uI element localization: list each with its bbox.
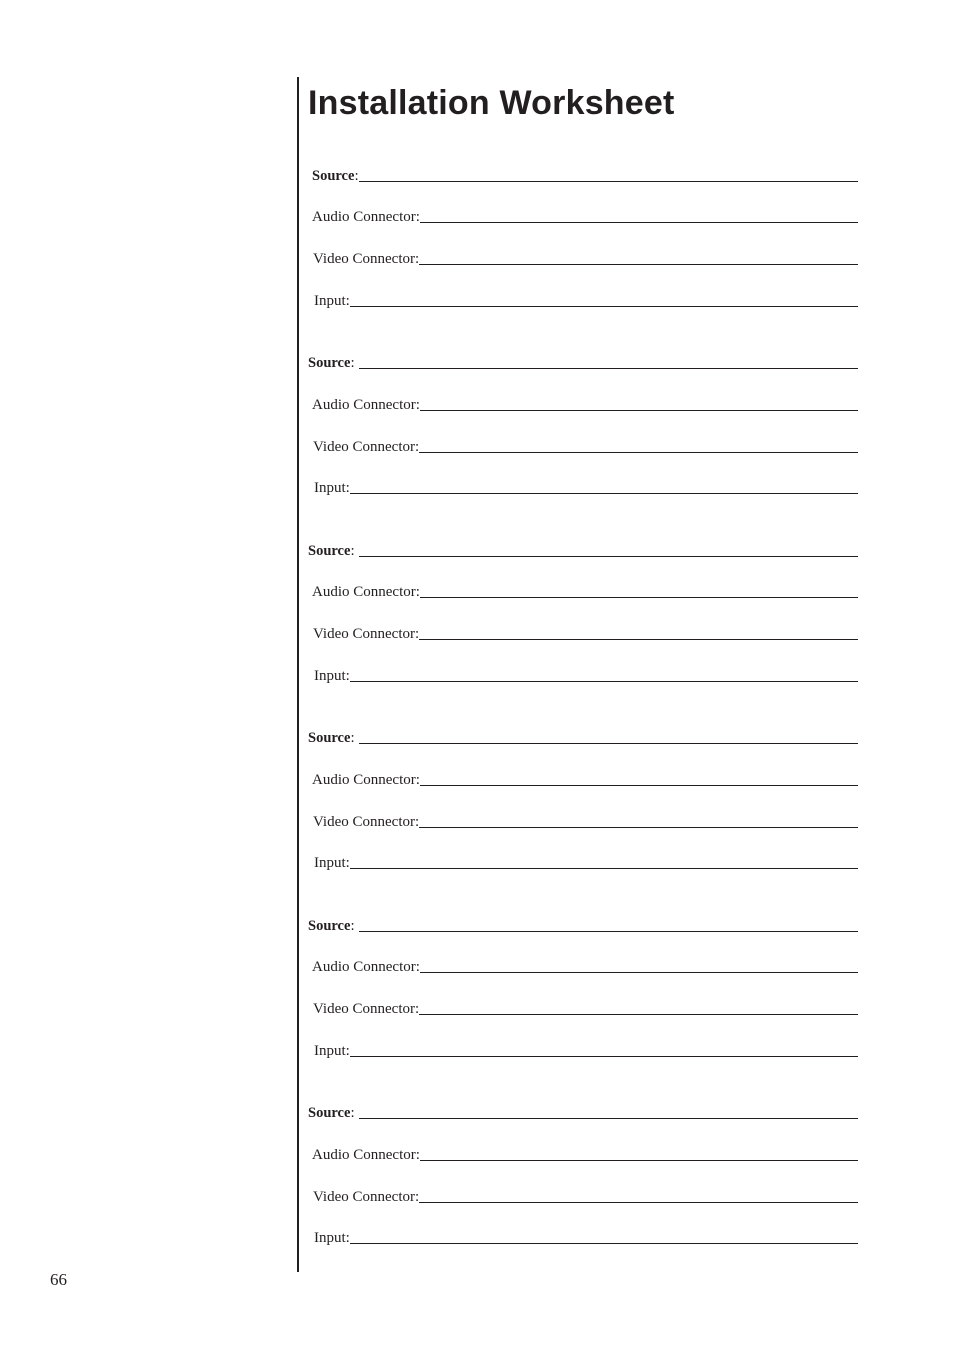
audio-connector-field-3[interactable] bbox=[312, 583, 858, 601]
source-field-4[interactable] bbox=[308, 729, 858, 747]
audio-connector-line bbox=[420, 597, 858, 598]
audio-connector-field-2[interactable] bbox=[312, 396, 858, 414]
source-line bbox=[359, 181, 858, 182]
source-colon: : bbox=[350, 355, 355, 371]
source-label: Source bbox=[312, 168, 355, 184]
source-line bbox=[359, 743, 858, 744]
input-label: Input: bbox=[314, 480, 350, 496]
video-connector-label: Video Connector: bbox=[313, 251, 420, 267]
input-field-2[interactable] bbox=[314, 479, 858, 497]
video-connector-field-1[interactable] bbox=[313, 250, 858, 268]
video-connector-line bbox=[419, 827, 858, 828]
source-label: Source bbox=[308, 730, 351, 746]
input-line bbox=[350, 681, 858, 682]
video-connector-field-6[interactable] bbox=[313, 1188, 858, 1206]
video-connector-line bbox=[419, 1014, 858, 1015]
audio-connector-field-4[interactable] bbox=[312, 771, 858, 789]
input-field-4[interactable] bbox=[314, 854, 858, 872]
input-label: Input: bbox=[314, 855, 350, 871]
audio-connector-label: Audio Connector: bbox=[312, 397, 420, 413]
input-line bbox=[350, 1056, 858, 1057]
page-title: Installation Worksheet bbox=[308, 84, 675, 122]
source-field-3[interactable] bbox=[308, 542, 858, 560]
audio-connector-field-5[interactable] bbox=[312, 958, 858, 976]
input-line bbox=[350, 306, 858, 307]
audio-connector-line bbox=[420, 222, 858, 223]
source-field-5[interactable] bbox=[308, 917, 858, 935]
video-connector-line bbox=[419, 639, 858, 640]
audio-connector-line bbox=[420, 972, 858, 973]
source-colon: : bbox=[350, 730, 355, 746]
source-label: Source bbox=[308, 355, 351, 371]
input-label: Input: bbox=[314, 668, 350, 684]
audio-connector-label: Audio Connector: bbox=[312, 959, 420, 975]
input-line bbox=[350, 493, 858, 494]
source-line bbox=[359, 556, 858, 557]
source-field-1[interactable] bbox=[312, 167, 858, 185]
source-field-2[interactable] bbox=[308, 354, 858, 372]
video-connector-label: Video Connector: bbox=[313, 1001, 420, 1017]
source-colon: : bbox=[350, 1105, 355, 1121]
video-connector-label: Video Connector: bbox=[313, 439, 420, 455]
video-connector-label: Video Connector: bbox=[313, 1189, 420, 1205]
input-field-1[interactable] bbox=[314, 292, 858, 310]
margin-rule bbox=[297, 77, 299, 1272]
video-connector-field-2[interactable] bbox=[313, 438, 858, 456]
input-field-5[interactable] bbox=[314, 1042, 858, 1060]
audio-connector-field-6[interactable] bbox=[312, 1146, 858, 1164]
audio-connector-label: Audio Connector: bbox=[312, 1147, 420, 1163]
audio-connector-line bbox=[420, 785, 858, 786]
video-connector-field-5[interactable] bbox=[313, 1000, 858, 1018]
audio-connector-label: Audio Connector: bbox=[312, 772, 420, 788]
video-connector-label: Video Connector: bbox=[313, 814, 420, 830]
input-label: Input: bbox=[314, 1043, 350, 1059]
audio-connector-line bbox=[420, 410, 858, 411]
page-number: 66 bbox=[50, 1270, 67, 1289]
source-colon: : bbox=[350, 543, 355, 559]
video-connector-field-3[interactable] bbox=[313, 625, 858, 643]
source-line bbox=[359, 931, 858, 932]
video-connector-line bbox=[419, 452, 858, 453]
audio-connector-label: Audio Connector: bbox=[312, 584, 420, 600]
source-label: Source bbox=[308, 543, 351, 559]
source-label: Source bbox=[308, 1105, 351, 1121]
source-colon: : bbox=[350, 918, 355, 934]
audio-connector-field-1[interactable] bbox=[312, 208, 858, 226]
input-label: Input: bbox=[314, 293, 350, 309]
video-connector-label: Video Connector: bbox=[313, 626, 420, 642]
video-connector-line bbox=[419, 1202, 858, 1203]
source-label: Source bbox=[308, 918, 351, 934]
audio-connector-label: Audio Connector: bbox=[312, 209, 420, 225]
source-field-6[interactable] bbox=[308, 1104, 858, 1122]
video-connector-field-4[interactable] bbox=[313, 813, 858, 831]
source-colon: : bbox=[354, 168, 359, 184]
video-connector-line bbox=[419, 264, 858, 265]
input-line bbox=[350, 1243, 858, 1244]
source-line bbox=[359, 1118, 858, 1119]
audio-connector-line bbox=[420, 1160, 858, 1161]
input-field-6[interactable] bbox=[314, 1229, 858, 1247]
input-line bbox=[350, 868, 858, 869]
input-label: Input: bbox=[314, 1230, 350, 1246]
source-line bbox=[359, 368, 858, 369]
input-field-3[interactable] bbox=[314, 667, 858, 685]
